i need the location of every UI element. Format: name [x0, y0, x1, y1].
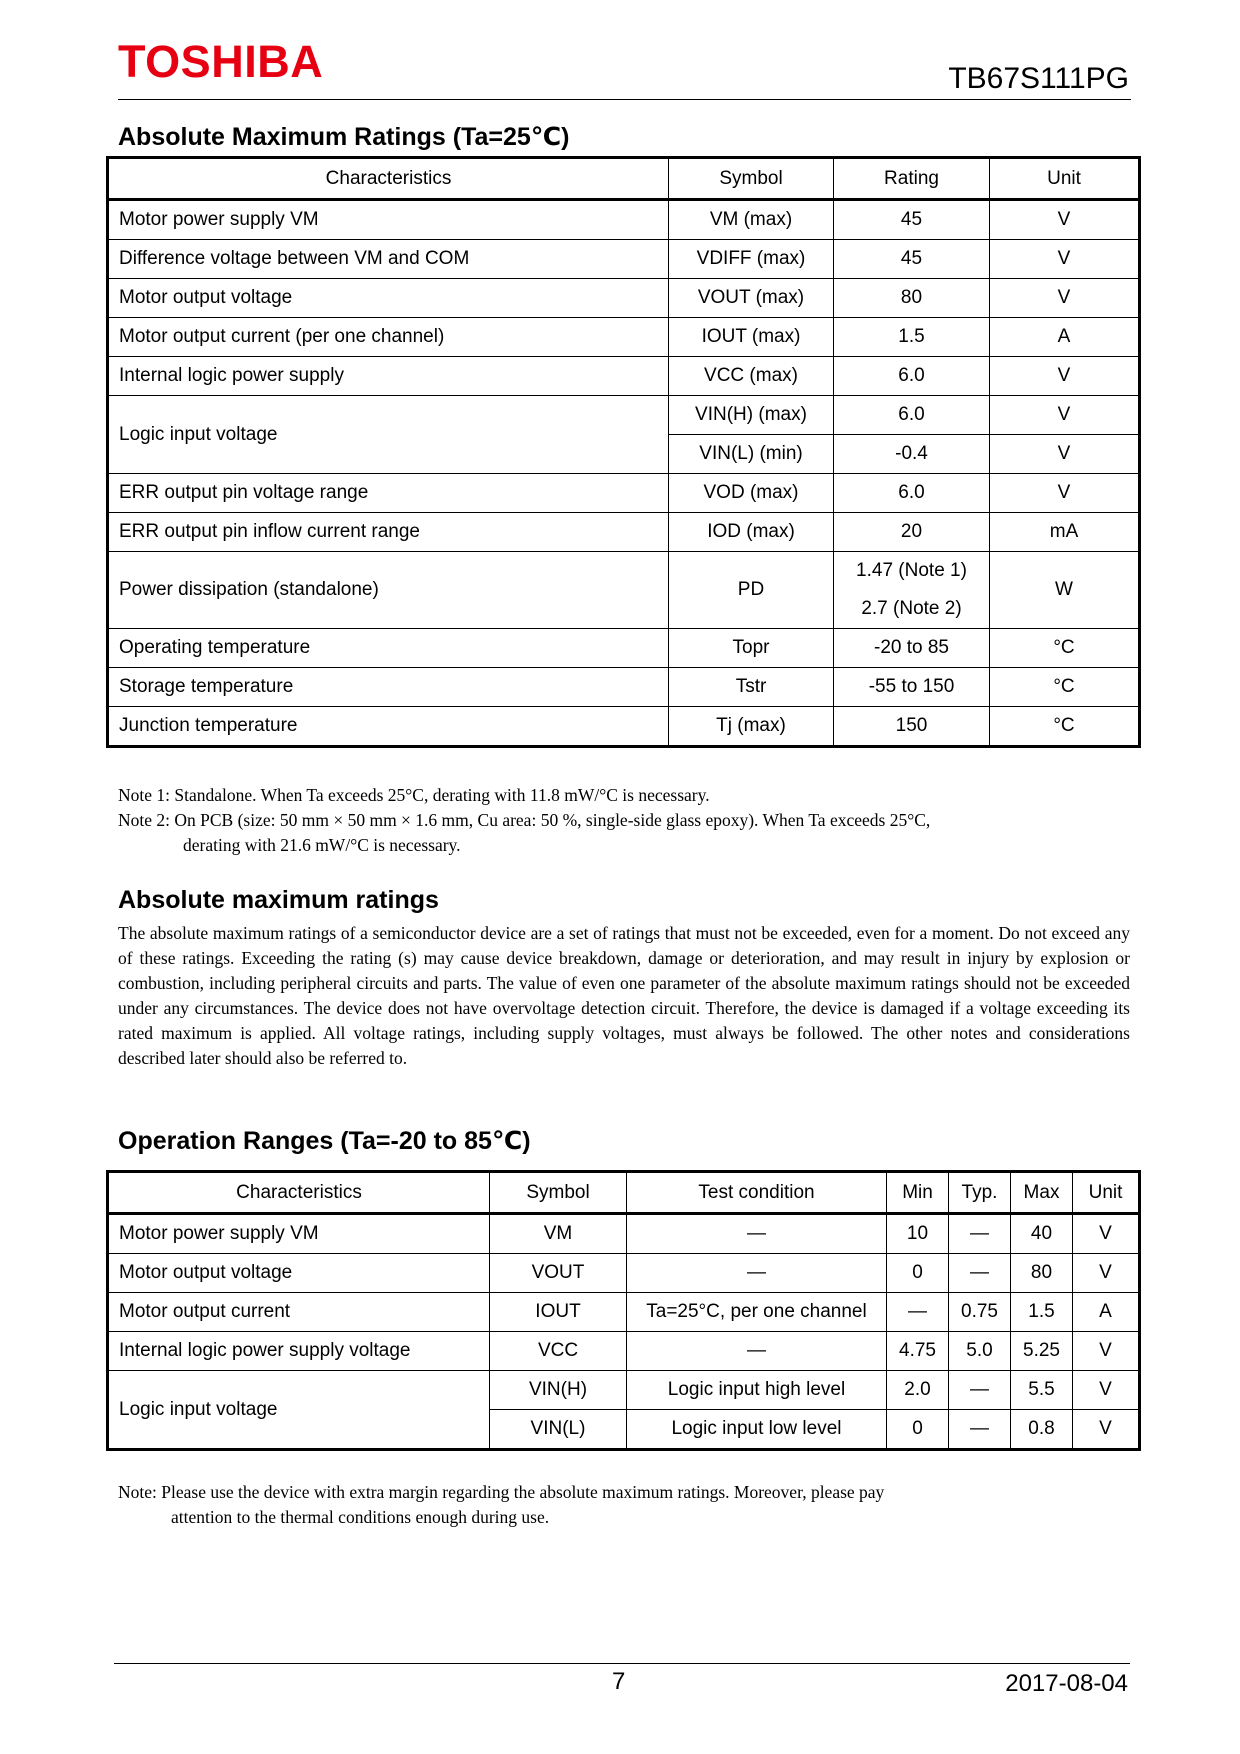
abs-ratings-paragraph: The absolute maximum ratings of a semiconductor device are a set of ratings that must not be exceeded, even for a moment. Do not exceed any of these ratings. Exceeding the rating (s) may cause device breakdown, damage or deterioration, and may result in injury by explosion or combustion, including peripheral circuits and parts. The value of even one parameter of the absolute maximum ratings should not be exceeded under any circumstances. The device does not have overvoltage detection circuit. Therefore, the device is damaged if a voltage exceeding its rated maximum is applied. All voltage ratings, including supply voltages, must always be followed. The other notes and considerations described later should also be referred to. [118, 923, 1130, 1068]
cell-symbol: VM [490, 1214, 627, 1254]
cell-min: 10 [887, 1214, 949, 1254]
cell-max: 0.8 [1011, 1410, 1073, 1450]
col-unit: Unit [990, 158, 1140, 200]
op-note: Note: Please use the device with extra margin regarding the absolute maximum ratings. Moreover, please pay [118, 1482, 885, 1502]
cell-symbol: VM (max) [669, 200, 834, 240]
cell-rating: 80 [834, 279, 990, 318]
cell-min: 0 [887, 1410, 949, 1450]
cell-rating: -55 to 150 [834, 668, 990, 707]
table-row [108, 279, 1140, 318]
cell-symbol: Tstr [669, 668, 834, 707]
col-unit: Unit [1073, 1172, 1140, 1214]
col-max: Max [1011, 1172, 1073, 1214]
cell-symbol: IOUT (max) [669, 318, 834, 357]
cell-characteristic: Internal logic power supply [108, 357, 669, 396]
cell-unit: V [990, 279, 1140, 318]
cell-characteristic: Motor power supply VM [108, 1214, 490, 1254]
cell-unit: °C [990, 668, 1140, 707]
cell-symbol: VCC (max) [669, 357, 834, 396]
op-ranges-table [106, 1170, 1141, 1451]
cell-typ: — [949, 1410, 1011, 1450]
cell-characteristic: Logic input voltage [108, 1371, 490, 1450]
cell-unit: °C [990, 707, 1140, 747]
cell-min: — [887, 1293, 949, 1332]
cell-unit: V [990, 240, 1140, 279]
col-characteristics: Characteristics [108, 1172, 490, 1214]
op-ranges-title: Operation Ranges (Ta=-20 to 85℃) [118, 1127, 531, 1155]
table-row [108, 707, 1140, 747]
cell-characteristic: Motor output current [108, 1293, 490, 1332]
cell-unit: V [990, 200, 1140, 240]
table-row [108, 200, 1140, 240]
cell-max: 1.5 [1011, 1293, 1073, 1332]
abs-max-notes [118, 783, 1130, 858]
rating-note-1: 1.47 (Note 1) [856, 560, 967, 581]
cell-max: 5.25 [1011, 1332, 1073, 1371]
cell-rating: 1.5 [834, 318, 990, 357]
table-row [108, 1214, 1140, 1254]
cell-characteristic: Motor power supply VM [108, 200, 669, 240]
table-row [108, 357, 1140, 396]
cell-symbol: PD [669, 552, 834, 629]
cell-symbol: Topr [669, 629, 834, 668]
cell-rating: 45 [834, 240, 990, 279]
abs-max-table [106, 156, 1141, 748]
col-symbol: Symbol [669, 158, 834, 200]
table-row [108, 1254, 1140, 1293]
col-symbol: Symbol [490, 1172, 627, 1214]
cell-typ: 0.75 [949, 1293, 1011, 1332]
cell-typ: — [949, 1371, 1011, 1410]
cell-unit: V [990, 396, 1140, 435]
cell-condition: — [627, 1214, 887, 1254]
op-note-continued: attention to the thermal conditions enough during use. [171, 1507, 550, 1527]
cell-unit: V [1073, 1332, 1140, 1371]
cell-symbol: Tj (max) [669, 707, 834, 747]
cell-symbol: VIN(H) (max) [669, 396, 834, 435]
cell-symbol: IOD (max) [669, 513, 834, 552]
table-row [108, 513, 1140, 552]
cell-rating: 45 [834, 200, 990, 240]
table-row [108, 1371, 1140, 1410]
cell-characteristic: Storage temperature [108, 668, 669, 707]
table-row [108, 1332, 1140, 1371]
cell-unit: °C [990, 629, 1140, 668]
table-header-row [108, 158, 1140, 200]
cell-max: 5.5 [1011, 1371, 1073, 1410]
abs-ratings-heading: Absolute maximum ratings [118, 886, 439, 914]
cell-characteristic: Junction temperature [108, 707, 669, 747]
col-rating: Rating [834, 158, 990, 200]
cell-typ: — [949, 1214, 1011, 1254]
col-min: Min [887, 1172, 949, 1214]
cell-symbol: VOD (max) [669, 474, 834, 513]
header-divider [118, 99, 1131, 100]
document-date: 2017-08-04 [1005, 1670, 1128, 1697]
cell-unit: V [990, 357, 1140, 396]
footer-divider [114, 1663, 1130, 1664]
cell-characteristic: Motor output current (per one channel) [108, 318, 669, 357]
cell-typ: — [949, 1254, 1011, 1293]
cell-unit: V [990, 435, 1140, 474]
note-1: Note 1: Standalone. When Ta exceeds 25°C, derating with 11.8 mW/°C is necessary. [118, 785, 710, 805]
note-2: Note 2: On PCB (size: 50 mm × 50 mm × 1.6 mm, Cu area: 50 %, single-side glass epoxy). When Ta exceeds 25°C, [118, 810, 931, 830]
cell-symbol: IOUT [490, 1293, 627, 1332]
cell-condition: — [627, 1332, 887, 1371]
cell-unit: V [1073, 1214, 1140, 1254]
cell-unit: V [1073, 1254, 1140, 1293]
table-row [108, 629, 1140, 668]
cell-condition: Logic input low level [627, 1410, 887, 1450]
part-number: TB67S111PG [948, 62, 1129, 95]
cell-rating [834, 552, 990, 629]
cell-symbol: VIN(H) [490, 1371, 627, 1410]
table-header-row [108, 1172, 1140, 1214]
cell-unit: V [1073, 1410, 1140, 1450]
cell-characteristic: ERR output pin inflow current range [108, 513, 669, 552]
col-typ: Typ. [949, 1172, 1011, 1214]
cell-characteristic: Difference voltage between VM and COM [108, 240, 669, 279]
table-row [108, 318, 1140, 357]
cell-rating: 150 [834, 707, 990, 747]
cell-characteristic: ERR output pin voltage range [108, 474, 669, 513]
table-row [108, 1293, 1140, 1332]
col-characteristics: Characteristics [108, 158, 669, 200]
cell-characteristic: Motor output voltage [108, 1254, 490, 1293]
col-test-condition: Test condition [627, 1172, 887, 1214]
cell-rating: -20 to 85 [834, 629, 990, 668]
cell-condition: Ta=25°C, per one channel [627, 1293, 887, 1332]
cell-symbol: VIN(L) [490, 1410, 627, 1450]
cell-min: 0 [887, 1254, 949, 1293]
cell-condition: — [627, 1254, 887, 1293]
abs-max-title: Absolute Maximum Ratings (Ta=25℃) [118, 123, 570, 151]
table-row [108, 552, 1140, 629]
cell-symbol: VOUT [490, 1254, 627, 1293]
cell-typ: 5.0 [949, 1332, 1011, 1371]
cell-max: 80 [1011, 1254, 1073, 1293]
cell-unit: V [990, 474, 1140, 513]
note-2-continued: derating with 21.6 mW/°C is necessary. [183, 835, 461, 855]
cell-rating: 6.0 [834, 396, 990, 435]
cell-rating: 6.0 [834, 474, 990, 513]
table-row [108, 396, 1140, 435]
cell-characteristic: Power dissipation (standalone) [108, 552, 669, 629]
cell-symbol: VCC [490, 1332, 627, 1371]
cell-symbol: VDIFF (max) [669, 240, 834, 279]
cell-unit: A [1073, 1293, 1140, 1332]
cell-characteristic: Internal logic power supply voltage [108, 1332, 490, 1371]
op-ranges-note [118, 1480, 1130, 1530]
rating-note-2: 2.7 (Note 2) [861, 598, 962, 619]
brand-logo: TOSHIBA [118, 36, 324, 87]
page-number: 7 [612, 1668, 626, 1695]
cell-unit: W [990, 552, 1140, 629]
cell-max: 40 [1011, 1214, 1073, 1254]
cell-characteristic: Operating temperature [108, 629, 669, 668]
cell-unit: V [1073, 1371, 1140, 1410]
table-row [108, 668, 1140, 707]
table-row [108, 474, 1140, 513]
cell-min: 2.0 [887, 1371, 949, 1410]
cell-characteristic: Logic input voltage [108, 396, 669, 474]
cell-rating: 6.0 [834, 357, 990, 396]
cell-symbol: VOUT (max) [669, 279, 834, 318]
cell-condition: Logic input high level [627, 1371, 887, 1410]
cell-unit: A [990, 318, 1140, 357]
cell-min: 4.75 [887, 1332, 949, 1371]
table-row [108, 240, 1140, 279]
cell-rating: 20 [834, 513, 990, 552]
cell-rating: -0.4 [834, 435, 990, 474]
cell-symbol: VIN(L) (min) [669, 435, 834, 474]
cell-characteristic: Motor output voltage [108, 279, 669, 318]
cell-unit: mA [990, 513, 1140, 552]
